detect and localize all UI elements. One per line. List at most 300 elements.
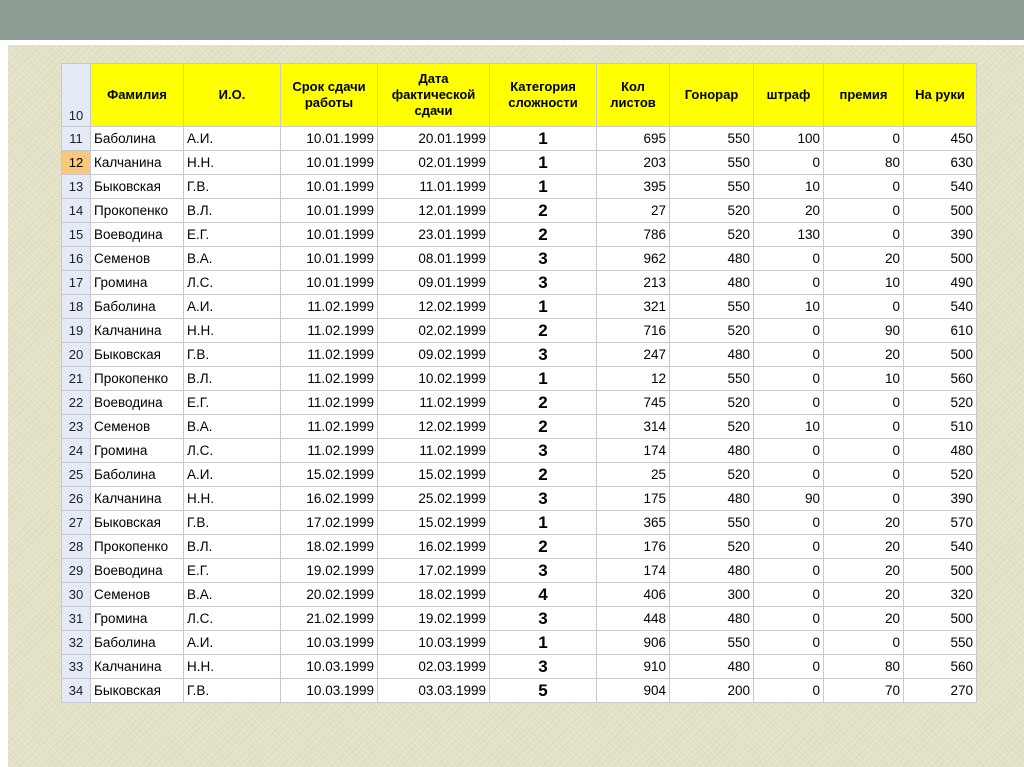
cell-fee[interactable]: 550 (670, 631, 754, 655)
cell-penalty[interactable]: 0 (754, 511, 824, 535)
cell-due-date[interactable]: 16.02.1999 (281, 487, 378, 511)
table-row (62, 631, 977, 655)
table-row (62, 463, 977, 487)
cell-net-pay[interactable]: 450 (904, 127, 977, 151)
cell-actual-date[interactable]: 17.02.1999 (378, 559, 490, 583)
cell-pages[interactable]: 448 (597, 607, 670, 631)
cell-surname[interactable]: Калчанина (91, 487, 184, 511)
cell-initials[interactable]: Л.С. (184, 271, 281, 295)
cell-surname[interactable]: Воеводина (91, 223, 184, 247)
cell-pages[interactable]: 786 (597, 223, 670, 247)
cell-pages[interactable]: 695 (597, 127, 670, 151)
cell-category[interactable]: 3 (490, 607, 597, 631)
cell-pages[interactable]: 910 (597, 655, 670, 679)
slide-title-bar (0, 0, 1024, 40)
cell-pages[interactable]: 25 (597, 463, 670, 487)
cell-fee[interactable]: 480 (670, 655, 754, 679)
cell-due-date[interactable]: 21.02.1999 (281, 607, 378, 631)
cell-penalty[interactable]: 10 (754, 295, 824, 319)
cell-penalty[interactable]: 0 (754, 247, 824, 271)
cell-initials[interactable]: Н.Н. (184, 151, 281, 175)
cell-surname[interactable]: Громина (91, 607, 184, 631)
cell-bonus[interactable]: 0 (824, 391, 904, 415)
cell-initials[interactable]: В.А. (184, 415, 281, 439)
cell-due-date[interactable]: 10.01.1999 (281, 151, 378, 175)
cell-actual-date[interactable]: 11.02.1999 (378, 439, 490, 463)
cell-net-pay[interactable]: 550 (904, 631, 977, 655)
column-header-surname[interactable]: Фамилия (91, 64, 184, 127)
cell-category[interactable]: 1 (490, 631, 597, 655)
cell-actual-date[interactable]: 12.01.1999 (378, 199, 490, 223)
row-number[interactable]: 30 (62, 583, 91, 607)
table-row (62, 223, 977, 247)
cell-category[interactable]: 4 (490, 583, 597, 607)
cell-penalty[interactable]: 0 (754, 343, 824, 367)
cell-penalty[interactable]: 0 (754, 583, 824, 607)
cell-bonus[interactable]: 0 (824, 295, 904, 319)
cell-fee[interactable]: 550 (670, 175, 754, 199)
cell-fee[interactable]: 520 (670, 319, 754, 343)
cell-pages[interactable]: 745 (597, 391, 670, 415)
column-header-fee[interactable]: Гонорар (670, 64, 754, 127)
row-number[interactable]: 26 (62, 487, 91, 511)
cell-penalty[interactable]: 0 (754, 631, 824, 655)
cell-net-pay[interactable]: 520 (904, 391, 977, 415)
cell-penalty[interactable]: 90 (754, 487, 824, 511)
cell-surname[interactable]: Семенов (91, 247, 184, 271)
cell-fee[interactable]: 520 (670, 415, 754, 439)
row-number[interactable]: 22 (62, 391, 91, 415)
cell-due-date[interactable]: 18.02.1999 (281, 535, 378, 559)
row-number[interactable]: 15 (62, 223, 91, 247)
cell-category[interactable]: 2 (490, 223, 597, 247)
cell-penalty[interactable]: 0 (754, 559, 824, 583)
cell-due-date[interactable]: 11.02.1999 (281, 367, 378, 391)
cell-initials[interactable]: Г.В. (184, 343, 281, 367)
table-row (62, 247, 977, 271)
table-row (62, 535, 977, 559)
cell-bonus[interactable]: 10 (824, 367, 904, 391)
cell-bonus[interactable]: 0 (824, 487, 904, 511)
cell-penalty[interactable]: 100 (754, 127, 824, 151)
cell-net-pay[interactable]: 500 (904, 607, 977, 631)
cell-fee[interactable]: 480 (670, 559, 754, 583)
cell-net-pay[interactable]: 500 (904, 247, 977, 271)
cell-pages[interactable]: 174 (597, 439, 670, 463)
table-row (62, 559, 977, 583)
cell-surname[interactable]: Прокопенко (91, 367, 184, 391)
table-row (62, 199, 977, 223)
table-row (62, 655, 977, 679)
cell-penalty[interactable]: 0 (754, 367, 824, 391)
row-number[interactable]: 10 (62, 64, 91, 127)
cell-surname[interactable]: Калчанина (91, 655, 184, 679)
cell-penalty[interactable]: 0 (754, 151, 824, 175)
cell-penalty[interactable]: 0 (754, 463, 824, 487)
header-row (62, 64, 977, 127)
cell-initials[interactable]: Н.Н. (184, 655, 281, 679)
cell-net-pay[interactable]: 320 (904, 583, 977, 607)
cell-actual-date[interactable]: 18.02.1999 (378, 583, 490, 607)
cell-penalty[interactable]: 130 (754, 223, 824, 247)
cell-surname[interactable]: Баболина (91, 463, 184, 487)
cell-initials[interactable]: Г.В. (184, 679, 281, 703)
cell-net-pay[interactable]: 630 (904, 151, 977, 175)
cell-pages[interactable]: 314 (597, 415, 670, 439)
cell-due-date[interactable]: 10.01.1999 (281, 175, 378, 199)
table-row (62, 319, 977, 343)
spreadsheet-table (61, 63, 977, 703)
cell-initials[interactable]: В.Л. (184, 199, 281, 223)
cell-surname[interactable]: Баболина (91, 631, 184, 655)
row-number[interactable]: 29 (62, 559, 91, 583)
cell-category[interactable]: 3 (490, 271, 597, 295)
cell-initials[interactable]: Л.С. (184, 607, 281, 631)
cell-due-date[interactable]: 20.02.1999 (281, 583, 378, 607)
cell-bonus[interactable]: 80 (824, 151, 904, 175)
cell-actual-date[interactable]: 03.03.1999 (378, 679, 490, 703)
cell-due-date[interactable]: 11.02.1999 (281, 439, 378, 463)
cell-actual-date[interactable]: 11.02.1999 (378, 391, 490, 415)
cell-fee[interactable]: 520 (670, 199, 754, 223)
cell-category[interactable]: 3 (490, 487, 597, 511)
cell-surname[interactable]: Громина (91, 439, 184, 463)
row-number[interactable]: 34 (62, 679, 91, 703)
row-number[interactable]: 18 (62, 295, 91, 319)
cell-fee[interactable]: 480 (670, 439, 754, 463)
cell-initials[interactable]: В.А. (184, 247, 281, 271)
cell-bonus[interactable]: 20 (824, 247, 904, 271)
cell-bonus[interactable]: 0 (824, 463, 904, 487)
cell-category[interactable]: 1 (490, 511, 597, 535)
cell-category[interactable]: 1 (490, 127, 597, 151)
column-header-net-pay[interactable]: На руки (904, 64, 977, 127)
cell-pages[interactable]: 175 (597, 487, 670, 511)
cell-net-pay[interactable]: 520 (904, 463, 977, 487)
table-row (62, 487, 977, 511)
cell-net-pay[interactable]: 540 (904, 295, 977, 319)
cell-actual-date[interactable]: 02.03.1999 (378, 655, 490, 679)
cell-pages[interactable]: 365 (597, 511, 670, 535)
cell-pages[interactable]: 406 (597, 583, 670, 607)
cell-net-pay[interactable]: 560 (904, 655, 977, 679)
cell-surname[interactable]: Быковская (91, 679, 184, 703)
cell-category[interactable]: 2 (490, 415, 597, 439)
cell-surname[interactable]: Быковская (91, 511, 184, 535)
cell-initials[interactable]: Н.Н. (184, 487, 281, 511)
cell-due-date[interactable]: 10.01.1999 (281, 199, 378, 223)
cell-initials[interactable]: Е.Г. (184, 559, 281, 583)
cell-actual-date[interactable]: 10.02.1999 (378, 367, 490, 391)
cell-bonus[interactable]: 0 (824, 127, 904, 151)
column-header-penalty[interactable]: штраф (754, 64, 824, 127)
cell-fee[interactable]: 480 (670, 607, 754, 631)
cell-pages[interactable]: 904 (597, 679, 670, 703)
cell-fee[interactable]: 200 (670, 679, 754, 703)
cell-initials[interactable]: А.И. (184, 127, 281, 151)
column-header-due-date[interactable]: Срок сдачи работы (281, 64, 378, 127)
row-number[interactable]: 23 (62, 415, 91, 439)
cell-net-pay[interactable]: 390 (904, 487, 977, 511)
cell-category[interactable]: 2 (490, 199, 597, 223)
cell-penalty[interactable]: 0 (754, 439, 824, 463)
cell-pages[interactable]: 395 (597, 175, 670, 199)
row-number[interactable]: 32 (62, 631, 91, 655)
cell-initials[interactable]: В.Л. (184, 367, 281, 391)
cell-category[interactable]: 3 (490, 439, 597, 463)
cell-bonus[interactable]: 0 (824, 415, 904, 439)
row-number[interactable]: 28 (62, 535, 91, 559)
cell-penalty[interactable]: 10 (754, 175, 824, 199)
cell-category[interactable]: 1 (490, 151, 597, 175)
row-number[interactable]: 25 (62, 463, 91, 487)
cell-bonus[interactable]: 20 (824, 583, 904, 607)
cell-bonus[interactable]: 0 (824, 223, 904, 247)
cell-fee[interactable]: 480 (670, 343, 754, 367)
cell-due-date[interactable]: 10.03.1999 (281, 631, 378, 655)
cell-due-date[interactable]: 17.02.1999 (281, 511, 378, 535)
cell-net-pay[interactable]: 510 (904, 415, 977, 439)
cell-category[interactable]: 2 (490, 535, 597, 559)
cell-net-pay[interactable]: 540 (904, 535, 977, 559)
cell-fee[interactable]: 480 (670, 271, 754, 295)
cell-surname[interactable]: Баболина (91, 295, 184, 319)
column-header-actual-date[interactable]: Дата фактической сдачи (378, 64, 490, 127)
cell-due-date[interactable]: 15.02.1999 (281, 463, 378, 487)
table-row (62, 583, 977, 607)
cell-due-date[interactable]: 10.01.1999 (281, 271, 378, 295)
cell-category[interactable]: 1 (490, 295, 597, 319)
cell-actual-date[interactable]: 20.01.1999 (378, 127, 490, 151)
cell-initials[interactable]: Л.С. (184, 439, 281, 463)
cell-bonus[interactable]: 20 (824, 607, 904, 631)
cell-fee[interactable]: 520 (670, 535, 754, 559)
cell-penalty[interactable]: 20 (754, 199, 824, 223)
cell-actual-date[interactable]: 11.01.1999 (378, 175, 490, 199)
cell-surname[interactable]: Громина (91, 271, 184, 295)
cell-net-pay[interactable]: 500 (904, 559, 977, 583)
cell-actual-date[interactable]: 09.02.1999 (378, 343, 490, 367)
row-number[interactable]: 20 (62, 343, 91, 367)
cell-fee[interactable]: 550 (670, 511, 754, 535)
cell-bonus[interactable]: 20 (824, 559, 904, 583)
cell-surname[interactable]: Баболина (91, 127, 184, 151)
cell-pages[interactable]: 321 (597, 295, 670, 319)
table-row (62, 679, 977, 703)
row-number[interactable]: 24 (62, 439, 91, 463)
cell-pages[interactable]: 27 (597, 199, 670, 223)
row-number[interactable]: 19 (62, 319, 91, 343)
cell-pages[interactable]: 716 (597, 319, 670, 343)
table-row (62, 127, 977, 151)
cell-actual-date[interactable]: 25.02.1999 (378, 487, 490, 511)
cell-bonus[interactable]: 0 (824, 199, 904, 223)
row-number[interactable]: 16 (62, 247, 91, 271)
cell-pages[interactable]: 203 (597, 151, 670, 175)
cell-pages[interactable]: 962 (597, 247, 670, 271)
cell-actual-date[interactable]: 02.02.1999 (378, 319, 490, 343)
table-row (62, 415, 977, 439)
row-number[interactable]: 14 (62, 199, 91, 223)
cell-surname[interactable]: Калчанина (91, 319, 184, 343)
cell-initials[interactable]: Е.Г. (184, 223, 281, 247)
cell-surname[interactable]: Быковская (91, 175, 184, 199)
cell-net-pay[interactable]: 610 (904, 319, 977, 343)
cell-actual-date[interactable]: 15.02.1999 (378, 463, 490, 487)
cell-category[interactable]: 2 (490, 319, 597, 343)
cell-actual-date[interactable]: 16.02.1999 (378, 535, 490, 559)
cell-category[interactable]: 3 (490, 247, 597, 271)
cell-due-date[interactable]: 19.02.1999 (281, 559, 378, 583)
table-row (62, 439, 977, 463)
cell-fee[interactable]: 520 (670, 463, 754, 487)
cell-surname[interactable]: Прокопенко (91, 199, 184, 223)
cell-bonus[interactable]: 0 (824, 439, 904, 463)
cell-initials[interactable]: Г.В. (184, 175, 281, 199)
column-header-category[interactable]: Категория сложности (490, 64, 597, 127)
row-number[interactable]: 33 (62, 655, 91, 679)
row-number[interactable]: 17 (62, 271, 91, 295)
cell-net-pay[interactable]: 540 (904, 175, 977, 199)
cell-actual-date[interactable]: 23.01.1999 (378, 223, 490, 247)
cell-net-pay[interactable]: 500 (904, 199, 977, 223)
cell-actual-date[interactable]: 09.01.1999 (378, 271, 490, 295)
cell-actual-date[interactable]: 02.01.1999 (378, 151, 490, 175)
cell-penalty[interactable]: 0 (754, 655, 824, 679)
table-row (62, 607, 977, 631)
cell-pages[interactable]: 906 (597, 631, 670, 655)
cell-net-pay[interactable]: 390 (904, 223, 977, 247)
cell-penalty[interactable]: 10 (754, 415, 824, 439)
cell-due-date[interactable]: 11.02.1999 (281, 415, 378, 439)
cell-category[interactable]: 3 (490, 343, 597, 367)
cell-bonus[interactable]: 20 (824, 343, 904, 367)
cell-due-date[interactable]: 10.01.1999 (281, 127, 378, 151)
table-row (62, 511, 977, 535)
cell-bonus[interactable]: 0 (824, 175, 904, 199)
cell-pages[interactable]: 176 (597, 535, 670, 559)
cell-pages[interactable]: 213 (597, 271, 670, 295)
cell-net-pay[interactable]: 270 (904, 679, 977, 703)
cell-net-pay[interactable]: 480 (904, 439, 977, 463)
cell-penalty[interactable]: 0 (754, 607, 824, 631)
cell-penalty[interactable]: 0 (754, 319, 824, 343)
cell-surname[interactable]: Воеводина (91, 559, 184, 583)
cell-due-date[interactable]: 10.01.1999 (281, 223, 378, 247)
cell-actual-date[interactable]: 15.02.1999 (378, 511, 490, 535)
cell-actual-date[interactable]: 19.02.1999 (378, 607, 490, 631)
cell-pages[interactable]: 12 (597, 367, 670, 391)
row-number[interactable]: 11 (62, 127, 91, 151)
cell-penalty[interactable]: 0 (754, 679, 824, 703)
cell-bonus[interactable]: 20 (824, 511, 904, 535)
cell-fee[interactable]: 520 (670, 391, 754, 415)
cell-net-pay[interactable]: 560 (904, 367, 977, 391)
row-number[interactable]: 13 (62, 175, 91, 199)
row-number[interactable]: 12 (62, 151, 91, 175)
cell-pages[interactable]: 247 (597, 343, 670, 367)
cell-surname[interactable]: Воеводина (91, 391, 184, 415)
cell-surname[interactable]: Семенов (91, 583, 184, 607)
cell-category[interactable]: 3 (490, 559, 597, 583)
cell-net-pay[interactable]: 500 (904, 343, 977, 367)
row-number[interactable]: 31 (62, 607, 91, 631)
cell-initials[interactable]: А.И. (184, 631, 281, 655)
cell-fee[interactable]: 550 (670, 151, 754, 175)
cell-actual-date[interactable]: 12.02.1999 (378, 415, 490, 439)
cell-category[interactable]: 2 (490, 391, 597, 415)
cell-bonus[interactable]: 90 (824, 319, 904, 343)
cell-fee[interactable]: 480 (670, 487, 754, 511)
cell-fee[interactable]: 550 (670, 367, 754, 391)
cell-due-date[interactable]: 10.01.1999 (281, 247, 378, 271)
cell-initials[interactable]: В.А. (184, 583, 281, 607)
cell-category[interactable]: 1 (490, 175, 597, 199)
cell-bonus[interactable]: 10 (824, 271, 904, 295)
cell-category[interactable]: 2 (490, 463, 597, 487)
column-header-initials[interactable]: И.О. (184, 64, 281, 127)
cell-category[interactable]: 5 (490, 679, 597, 703)
cell-fee[interactable]: 550 (670, 127, 754, 151)
cell-actual-date[interactable]: 08.01.1999 (378, 247, 490, 271)
cell-penalty[interactable]: 0 (754, 271, 824, 295)
cell-bonus[interactable]: 20 (824, 535, 904, 559)
cell-initials[interactable]: Н.Н. (184, 319, 281, 343)
row-number[interactable]: 27 (62, 511, 91, 535)
table-row (62, 295, 977, 319)
cell-initials[interactable]: Е.Г. (184, 391, 281, 415)
cell-due-date[interactable]: 11.02.1999 (281, 319, 378, 343)
cell-due-date[interactable]: 10.03.1999 (281, 655, 378, 679)
table-row (62, 175, 977, 199)
cell-initials[interactable]: В.Л. (184, 535, 281, 559)
column-header-bonus[interactable]: премия (824, 64, 904, 127)
cell-category[interactable]: 3 (490, 655, 597, 679)
table-row (62, 343, 977, 367)
cell-surname[interactable]: Быковская (91, 343, 184, 367)
cell-due-date[interactable]: 11.02.1999 (281, 343, 378, 367)
cell-bonus[interactable]: 70 (824, 679, 904, 703)
cell-net-pay[interactable]: 570 (904, 511, 977, 535)
cell-bonus[interactable]: 80 (824, 655, 904, 679)
cell-due-date[interactable]: 11.02.1999 (281, 295, 378, 319)
cell-actual-date[interactable]: 12.02.1999 (378, 295, 490, 319)
cell-actual-date[interactable]: 10.03.1999 (378, 631, 490, 655)
row-number[interactable]: 21 (62, 367, 91, 391)
cell-net-pay[interactable]: 490 (904, 271, 977, 295)
cell-due-date[interactable]: 11.02.1999 (281, 391, 378, 415)
cell-surname[interactable]: Прокопенко (91, 535, 184, 559)
cell-initials[interactable]: А.И. (184, 463, 281, 487)
cell-fee[interactable]: 550 (670, 295, 754, 319)
cell-penalty[interactable]: 0 (754, 391, 824, 415)
cell-initials[interactable]: Г.В. (184, 511, 281, 535)
cell-fee[interactable]: 520 (670, 223, 754, 247)
cell-due-date[interactable]: 10.03.1999 (281, 679, 378, 703)
cell-surname[interactable]: Калчанина (91, 151, 184, 175)
table-row (62, 151, 977, 175)
cell-category[interactable]: 1 (490, 367, 597, 391)
cell-pages[interactable]: 174 (597, 559, 670, 583)
cell-fee[interactable]: 300 (670, 583, 754, 607)
table-row (62, 391, 977, 415)
cell-fee[interactable]: 480 (670, 247, 754, 271)
cell-bonus[interactable]: 0 (824, 631, 904, 655)
cell-surname[interactable]: Семенов (91, 415, 184, 439)
cell-initials[interactable]: А.И. (184, 295, 281, 319)
column-header-pages[interactable]: Кол листов (597, 64, 670, 127)
cell-penalty[interactable]: 0 (754, 535, 824, 559)
